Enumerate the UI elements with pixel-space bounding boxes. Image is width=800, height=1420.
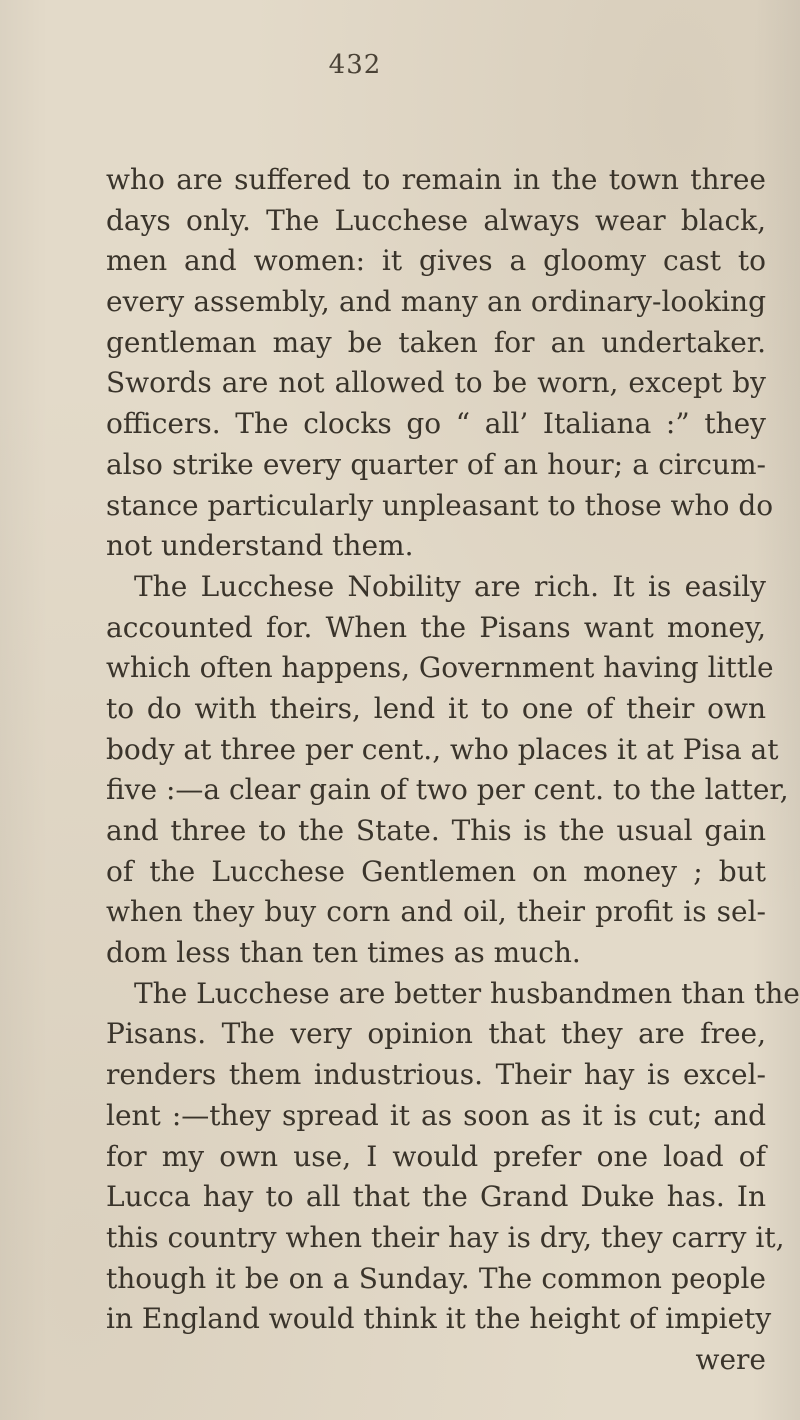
text-line: accounted for. When the Pisans want money,	[106, 610, 766, 644]
text-line: which often happens, Government having little	[106, 651, 774, 685]
text-line: not understand them.	[106, 529, 414, 563]
text-line: renders them industrious. Their hay is excel-	[106, 1058, 766, 1092]
text-line: The Lucchese are better husbandmen than the	[134, 976, 800, 1010]
text-line: officers. The clocks go “ all’ Italiana :” they	[106, 407, 766, 441]
text-line: lent :—they spread it as soon as it is cut; and	[106, 1098, 766, 1132]
catchword: were	[695, 1342, 766, 1376]
text-line: The Lucchese Nobility are rich. It is easily	[134, 569, 766, 603]
text-line: this country when their hay is dry, they carry it,	[106, 1220, 785, 1254]
text-line: body at three per cent., who places it at Pisa at	[106, 732, 779, 766]
page-number: 432	[328, 50, 382, 80]
text-line: and three to the State. This is the usual gain	[106, 814, 766, 847]
text-line: Swords are not allowed to be worn, except by	[106, 366, 766, 400]
text-line: who are suffered to remain in the town three	[106, 163, 766, 196]
text-line: also strike every quarter of an hour; a circum-	[106, 447, 766, 481]
text-line: men and women: it gives a gloomy cast to	[106, 244, 766, 278]
text-line: when they buy corn and oil, their profit is sel-	[106, 895, 766, 929]
text-line: of the Lucchese Gentlemen on money ; but	[106, 854, 766, 888]
text-line: gentleman may be taken for an undertaker.	[106, 325, 766, 359]
text-line: every assembly, and many an ordinary-looking	[106, 285, 766, 319]
text-line: Lucca hay to all that the Grand Duke has. In	[106, 1180, 766, 1214]
text-line: in England would think it the height of impiety	[106, 1302, 772, 1336]
text-line: though it be on a Sunday. The common people	[106, 1261, 766, 1295]
text-line: to do with theirs, lend it to one of their own	[106, 691, 766, 725]
text-line: days only. The Lucchese always wear black,	[106, 203, 766, 237]
text-line: for my own use, I would prefer one load of	[106, 1139, 766, 1173]
text-line: dom less than ten times as much.	[106, 936, 581, 970]
text-line: five :—a clear gain of two per cent. to the latter,	[106, 773, 789, 807]
body-text	[106, 160, 800, 1381]
text-line: stance particularly unpleasant to those who do	[106, 488, 774, 522]
text-line: Pisans. The very opinion that they are free,	[106, 1017, 766, 1051]
